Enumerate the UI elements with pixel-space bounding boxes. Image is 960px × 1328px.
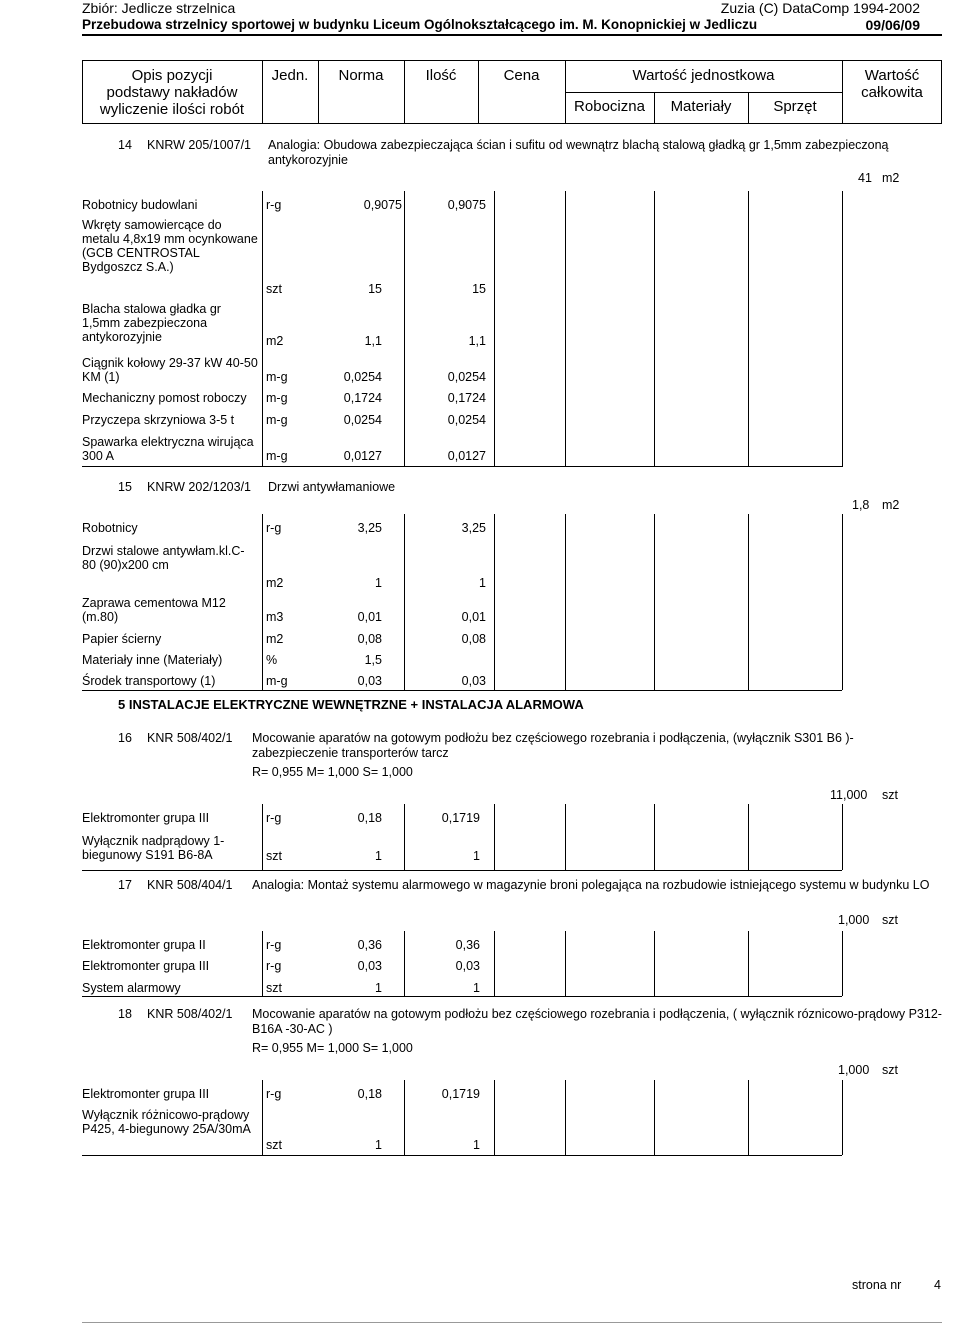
- th-opis-2: podstawy nakładów: [106, 84, 238, 101]
- item14-row2-unit: m2: [266, 334, 284, 348]
- item15-row1-unit: m2: [266, 576, 284, 590]
- item18-row0-unit: r-g: [266, 1087, 282, 1101]
- item16-row1-norma: 1: [375, 849, 382, 863]
- item18-coef: R= 0,955 M= 1,000 S= 1,000: [252, 1041, 413, 1055]
- item17-no: 17: [118, 878, 132, 892]
- item14-row5-name: Przyczepa skrzyniowa 3-5 t: [82, 413, 235, 427]
- item15-row5-name: Środek transportowy (1): [82, 674, 216, 688]
- item14-row2-ilosc: 1,1: [468, 334, 486, 348]
- item15-row3-ilosc: 0,08: [461, 632, 486, 646]
- item14-desc: Analogia: Obudowa zabezpieczająca ścian i sufitu od wewnątrz blachą stalową gładką gr 1,5mm zabezpieczoną antykorozyjnie: [268, 138, 889, 167]
- item17-code: KNR 508/404/1: [147, 878, 233, 892]
- item14-row4-ilosc: 0,1724: [447, 391, 486, 405]
- item15-row1-ilosc: 1: [479, 576, 486, 590]
- item14-row0-ilosc: 0,9075: [447, 198, 486, 212]
- th-robocizna: Robocizna: [574, 98, 645, 115]
- th-cena: Cena: [503, 67, 540, 84]
- item17-desc: Analogia: Montaż systemu alarmowego w magazynie broni polegająca na rozbudowie istniejącego systemu w budynku LO: [252, 878, 930, 892]
- item16-unit: szt: [882, 788, 898, 802]
- item14-no: 14: [118, 138, 132, 152]
- th-wartosc-1: Wartość: [864, 67, 920, 84]
- item18-row1-ilosc: 1: [473, 1138, 480, 1152]
- item15-row5-norma: 0,03: [357, 674, 382, 688]
- item14-row3-ilosc: 0,0254: [447, 370, 486, 384]
- th-wartosc-jedn: Wartość jednostkowa: [632, 67, 775, 84]
- item18-desc: Mocowanie aparatów na gotowym podłożu bez częściowego rozebrania i podłączenia, ( wyłącznik róznicowo-prądowy P312-B16A -30-AC ): [252, 1007, 942, 1036]
- item15-row4-name: Materiały inne (Materiały): [82, 653, 223, 667]
- item17-row1-unit: r-g: [266, 959, 282, 973]
- item17-row2-norma: 1: [375, 981, 382, 995]
- item16-no: 16: [118, 731, 132, 745]
- item15-desc: Drzwi antywłamaniowe: [268, 480, 396, 494]
- item14-qty: 41: [858, 171, 872, 185]
- item14-row5-unit: m-g: [266, 413, 288, 427]
- item15-row5-unit: m-g: [266, 674, 288, 688]
- item14-row2-norma: 1,1: [364, 334, 382, 348]
- item14-row0-name: Robotnicy budowlani: [82, 198, 198, 212]
- item15-row3-name: Papier ścierny: [82, 632, 162, 646]
- item15-unit: m2: [882, 498, 900, 512]
- item17-row2-unit: szt: [266, 981, 282, 995]
- item14-row4-unit: m-g: [266, 391, 288, 405]
- item15-row2-norma: 0,01: [357, 610, 382, 624]
- item14-row3-unit: m-g: [266, 370, 288, 384]
- item15-row3-norma: 0,08: [357, 632, 382, 646]
- item18-row1-unit: szt: [266, 1138, 282, 1152]
- item14-row6-norma: 0,0127: [343, 449, 382, 463]
- header-date: 09/06/09: [865, 17, 920, 33]
- th-materialy: Materiały: [670, 98, 732, 115]
- item15-no: 15: [118, 480, 132, 494]
- item14-row5-ilosc: 0,0254: [447, 413, 486, 427]
- item14-row2-name: Blacha stalowa gładka gr 1,5mm zabezpieczona antykorozyjnie: [82, 302, 221, 344]
- item17-row0-norma: 0,36: [357, 938, 382, 952]
- item15-row2-ilosc: 0,01: [461, 610, 486, 624]
- section-5-title: 5 INSTALACJE ELEKTRYCZNE WEWNĘTRZNE + INSTALACJA ALARMOWA: [118, 697, 584, 712]
- item18-row0-norma: 0,18: [357, 1087, 382, 1101]
- item15-row2-unit: m3: [266, 610, 284, 624]
- item15-row1-norma: 1: [375, 576, 382, 590]
- item18-code: KNR 508/402/1: [147, 1007, 233, 1021]
- item15-row1-name: Drzwi stalowe antywłam.kl.C-80 (90)x200 cm: [82, 544, 245, 572]
- item14-row1-unit: szt: [266, 282, 282, 296]
- th-wartosc-2: całkowita: [861, 84, 923, 101]
- item14-row4-norma: 0,1724: [343, 391, 382, 405]
- header-rule: [82, 34, 942, 36]
- item14-row1-name: Wkręty samowiercące do metalu 4,8x19 mm ocynkowane (GCB CENTROSTAL Bydgoszcz S.A.): [82, 218, 258, 274]
- item14-code: KNRW 205/1007/1: [147, 138, 251, 152]
- item14-row5-norma: 0,0254: [343, 413, 382, 427]
- item18-row1-norma: 1: [375, 1138, 382, 1152]
- item15-row0-ilosc: 3,25: [461, 521, 486, 535]
- item16-row1-unit: szt: [266, 849, 282, 863]
- item16-row1-ilosc: 1: [473, 849, 480, 863]
- item14-row1-ilosc: 15: [472, 282, 486, 296]
- item14-row6-ilosc: 0,0127: [447, 449, 486, 463]
- footer-rule: [82, 1322, 942, 1323]
- item17-qty: 1,000: [838, 913, 870, 927]
- header-collection: Zbiór: Jedlicze strzelnica: [82, 0, 236, 16]
- th-opis-1: Opis pozycji: [131, 67, 213, 84]
- item15-row5-ilosc: 0,03: [461, 674, 486, 688]
- item14-row3-norma: 0,0254: [343, 370, 382, 384]
- item14-row3-name: Ciągnik kołowy 29-37 kW 40-50 KM (1): [82, 356, 258, 384]
- item16-row0-ilosc: 0,1719: [441, 811, 480, 825]
- item14-row0-norma: 0,9075: [363, 198, 402, 212]
- th-opis-3: wyliczenie ilości robót: [99, 101, 245, 118]
- footer-label: strona nr: [852, 1278, 902, 1292]
- item16-row0-name: Elektromonter grupa III: [82, 811, 210, 825]
- item18-unit: szt: [882, 1063, 898, 1077]
- item15-qty: 1,8: [852, 498, 870, 512]
- item17-row1-ilosc: 0,03: [455, 959, 480, 973]
- item18-no: 18: [118, 1007, 132, 1021]
- item15-row0-unit: r-g: [266, 521, 282, 535]
- item16-qty: 11,000: [830, 788, 868, 802]
- item14-row4-name: Mechaniczny pomost roboczy: [82, 391, 247, 405]
- item15-row4-norma: 1,5: [364, 653, 382, 667]
- item17-row0-name: Elektromonter grupa II: [82, 938, 206, 952]
- item17-unit: szt: [882, 913, 898, 927]
- item16-row1-name: Wyłącznik nadprądowy 1-biegunowy S191 B6-8A: [82, 834, 225, 862]
- th-sprzet: Sprzęt: [773, 98, 817, 115]
- item16-code: KNR 508/402/1: [147, 731, 233, 745]
- item14-row1-norma: 15: [368, 282, 382, 296]
- item14-row6-unit: m-g: [266, 449, 288, 463]
- item18-row0-name: Elektromonter grupa III: [82, 1087, 210, 1101]
- item15-row0-norma: 3,25: [357, 521, 382, 535]
- item16-row0-unit: r-g: [266, 811, 282, 825]
- item18-qty: 1,000: [838, 1063, 870, 1077]
- item14-unit: m2: [882, 171, 900, 185]
- item17-row1-norma: 0,03: [357, 959, 382, 973]
- item15-row3-unit: m2: [266, 632, 284, 646]
- item14-row0-unit: r-g: [266, 198, 282, 212]
- item15-code: KNRW 202/1203/1: [147, 480, 251, 494]
- th-ilosc: Ilość: [425, 67, 457, 84]
- th-norma: Norma: [338, 67, 384, 84]
- item15-row2-name: Zaprawa cementowa M12 (m.80): [82, 596, 226, 624]
- item17-row2-ilosc: 1: [473, 981, 480, 995]
- item17-row0-unit: r-g: [266, 938, 282, 952]
- item18-row1-name: Wyłącznik różnicowo-prądowy P425, 4-biegunowy 25A/30mA: [82, 1108, 251, 1136]
- footer-page-number: 4: [934, 1278, 941, 1292]
- item16-coef: R= 0,955 M= 1,000 S= 1,000: [252, 765, 413, 779]
- item17-row2-name: System alarmowy: [82, 981, 181, 995]
- header-software: Zuzia (C) DataComp 1994-2002: [720, 0, 920, 16]
- item18-row0-ilosc: 0,1719: [441, 1087, 480, 1101]
- item15-row4-unit: %: [266, 653, 278, 667]
- item14-row6-name: Spawarka elektryczna wirująca 300 A: [82, 435, 254, 463]
- item16-desc: Mocowanie aparatów na gotowym podłożu bez częściowego rozebrania i podłączenia, (wyłącznik S301 B6 )-zabezpieczenie transporterów tarcz: [252, 731, 854, 760]
- item17-row1-name: Elektromonter grupa III: [82, 959, 210, 973]
- item17-row0-ilosc: 0,36: [455, 938, 480, 952]
- header-project: Przebudowa strzelnicy sportowej w budynku Liceum Ogólnokształcącego im. M. Konopnickiej w Jedliczu: [82, 17, 758, 32]
- item16-row0-norma: 0,18: [357, 811, 382, 825]
- th-jedn: Jedn.: [271, 67, 309, 84]
- item15-row0-name: Robotnicy: [82, 521, 138, 535]
